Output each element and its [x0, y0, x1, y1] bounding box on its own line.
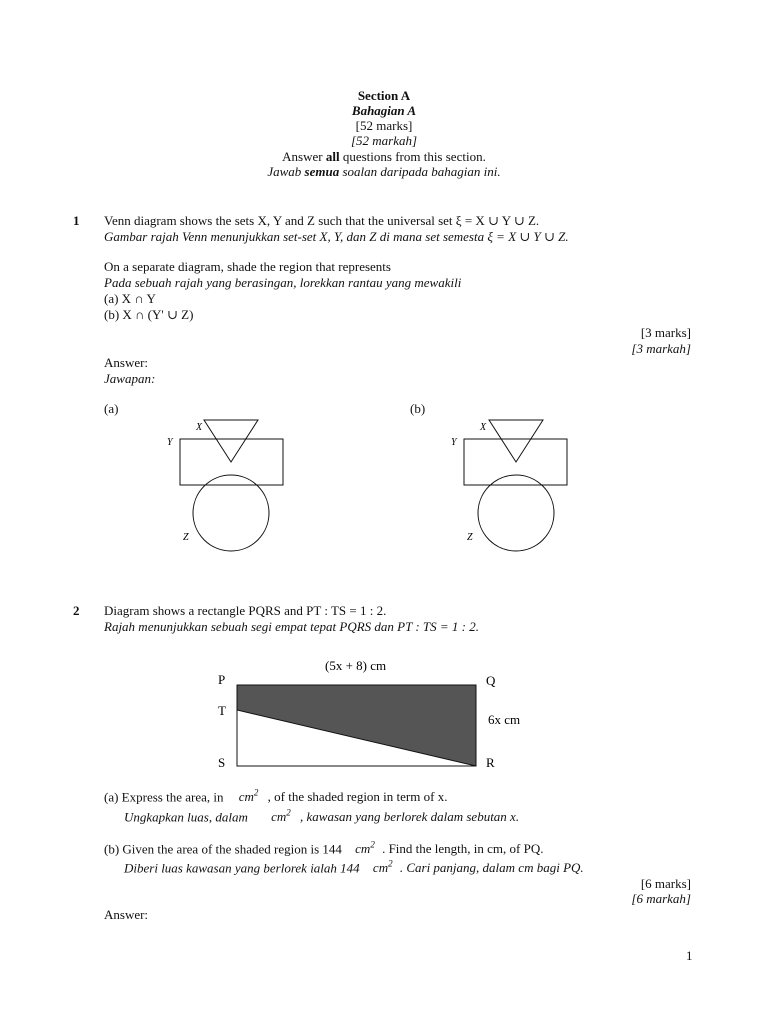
q1-number: 1	[73, 213, 80, 228]
label-p: P	[218, 672, 226, 687]
section-title-ms: Bahagian A	[351, 103, 417, 118]
venn-a-label: (a)	[104, 401, 119, 416]
q2-part-a-unit-text: cm	[238, 789, 254, 805]
instr-ms-post: soalan daripada bahagian ini.	[339, 164, 501, 179]
venn-b-label: (b)	[410, 401, 426, 416]
section-instruction-ms	[0, 164, 768, 180]
q2-part-b-pre: (b) Given the area of the shaded region is 144	[104, 841, 342, 857]
venn-a-set-x	[204, 420, 258, 462]
label-t: T	[218, 703, 226, 718]
venn-a-label-z: Z	[183, 532, 189, 543]
label-top-length: (5x + 8) cm	[325, 658, 387, 673]
q2-part-a-ms-post: , kawasan yang berlorek dalam sebutan x.	[300, 809, 520, 825]
q2-part-b-ms-pre: Diberi luas kawasan yang berlorek ialah 144	[124, 860, 360, 876]
q2-line1: Diagram shows a rectangle PQRS and PT : TS = 1 : 2.	[104, 603, 387, 618]
q2-part-a-unit	[239, 789, 259, 804]
q1-instruction: On a separate diagram, shade the region that represents	[104, 259, 391, 274]
label-r: R	[486, 755, 495, 770]
q2-part-b-unit	[355, 841, 375, 856]
q2-answer: Answer:	[104, 907, 149, 922]
venn-b-set-z	[478, 475, 554, 551]
venn-b-set-x	[489, 420, 543, 462]
q2-part-a-pre: (a) Express the area, in	[104, 789, 224, 805]
page-number: 1	[686, 948, 693, 963]
label-s: S	[218, 755, 226, 770]
q2-part-b-exp: 2	[370, 840, 375, 850]
q2-part-a-exp: 2	[253, 788, 259, 798]
section-instruction	[0, 149, 768, 165]
venn-diagram-a	[160, 412, 300, 552]
q2-line1-ms: Rajah menunjukkan sebuah segi empat tepat PQRS dan PT : TS = 1 : 2.	[104, 619, 480, 634]
q1-answer: Answer:	[104, 355, 149, 370]
q1-part-b: (b) X ∩ (Y' ∪ Z)	[104, 307, 194, 322]
label-q: Q	[486, 673, 496, 688]
venn-diagram-b	[444, 412, 584, 552]
q2-part-b-ms-exp: 2	[388, 859, 393, 869]
q2-part-a-ms	[124, 808, 519, 825]
q2-part-a-ms-unit	[271, 809, 291, 824]
venn-a-set-z	[193, 475, 269, 551]
q1-marks: [3 marks]	[640, 325, 691, 340]
venn-a-label-y: Y	[167, 437, 173, 448]
q1-instruction-ms: Pada sebuah rajah yang berasingan, lorekkan rantau yang mewakili	[104, 275, 462, 290]
q1-part-a: (a) X ∩ Y	[104, 291, 156, 306]
q2-number: 2	[73, 603, 80, 618]
instr-post: questions from this section.	[339, 149, 486, 164]
rectangle-diagram	[210, 652, 521, 777]
section-marks: [52 marks]	[355, 118, 413, 133]
q2-part-b-ms-unit-text: cm	[372, 860, 389, 876]
instr-ms-pre: Jawab	[267, 164, 305, 179]
label-side-length: 6x cm	[488, 712, 521, 727]
q1-line1: Venn diagram shows the sets X, Y and Z such that the universal set ξ = X ∪ Y ∪ Z.	[104, 213, 540, 228]
q2-part-a-ms-unit-text: cm	[271, 809, 287, 825]
section-title: Section A	[357, 88, 411, 103]
q2-part-b-unit-text: cm	[355, 841, 371, 857]
q2-part-a	[104, 788, 447, 805]
q1-line1-ms: Gambar rajah Venn menunjukkan set-set X, Y, dan Z di mana set semesta ξ = X ∪ Y ∪ Z.	[104, 229, 569, 244]
q1-answer-ms: Jawapan:	[104, 371, 156, 386]
shaded-region	[237, 685, 476, 766]
q2-marks: [6 marks]	[640, 876, 691, 891]
instr-bold: all	[325, 149, 340, 164]
q2-part-b-ms-unit	[373, 860, 393, 875]
q2-part-b-ms-post: . Cari panjang, dalam cm bagi PQ.	[399, 860, 584, 876]
q2-part-b-ms	[124, 859, 584, 876]
instr-ms-bold: semua	[304, 164, 340, 179]
venn-b-label-z: Z	[467, 532, 473, 543]
q2-part-a-ms-exp: 2	[286, 808, 291, 818]
venn-b-label-y: Y	[451, 437, 457, 448]
q2-part-a-post: , of the shaded region in term of x.	[267, 789, 448, 805]
q1-marks-ms: [3 markah]	[631, 341, 691, 356]
q2-part-b	[104, 840, 544, 857]
q2-part-b-post: . Find the length, in cm, of PQ.	[382, 841, 544, 857]
venn-b-label-x: X	[480, 422, 487, 433]
venn-a-label-x: X	[196, 422, 203, 433]
q2-marks-ms: [6 markah]	[631, 891, 691, 906]
q2-part-a-ms-pre: Ungkapkan luas, dalam	[124, 809, 248, 825]
instr-pre: Answer	[282, 149, 326, 164]
section-marks-ms: [52 markah]	[350, 133, 418, 148]
